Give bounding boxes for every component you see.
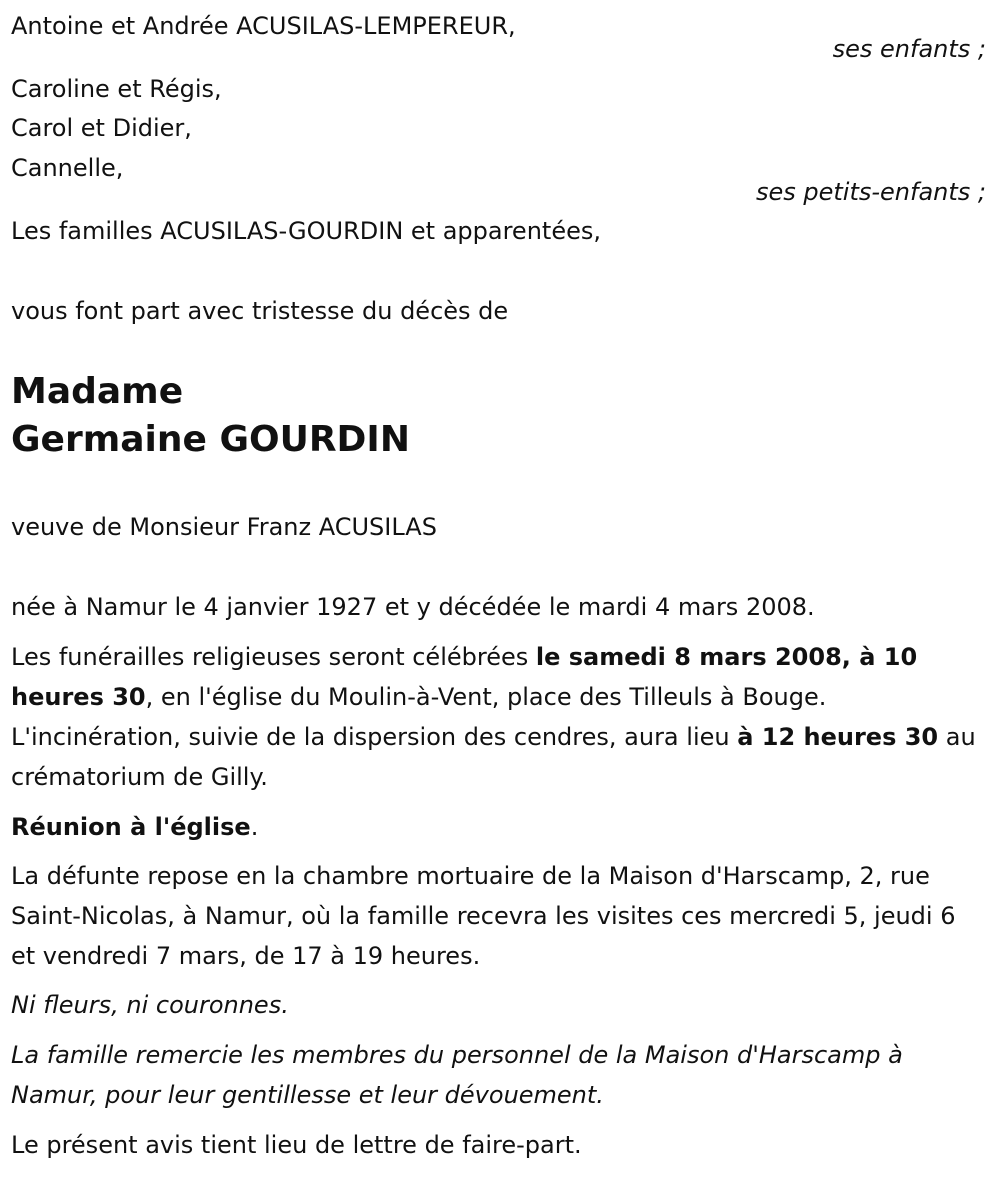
widow-of-line: veuve de Monsieur Franz ACUSILAS (11, 513, 437, 541)
grandchildren-role: ses petits-enfants ; (755, 178, 986, 206)
funeral-intro: Les funérailles religieuses seront célébrées (11, 643, 536, 671)
birth-death-line: née à Namur le 4 janvier 1927 et y décédée le mardi 4 mars 2008. (11, 593, 815, 621)
closing-line: Le présent avis tient lieu de lettre de faire-part. (11, 1131, 582, 1159)
children-role: ses enfants ; (832, 35, 986, 63)
meeting-paragraph (11, 807, 986, 847)
grandchild-line-1: Caroline et Régis, (11, 75, 222, 103)
cremation-time: à 12 heures 30 (737, 723, 939, 751)
families-line: Les familles ACUSILAS-GOURDIN et apparentées, (11, 217, 601, 245)
grandchild-line-2: Carol et Didier, (11, 114, 192, 142)
deceased-title: Madame (11, 371, 184, 412)
thanks-paragraph: La famille remercie les membres du personnel de la Maison d'Harscamp à Namur, pour leur gentillesse et leur dévouement. (11, 1041, 903, 1109)
announcement-line: vous font part avec tristesse du décès de (11, 297, 509, 325)
meeting-bold: Réunion à l'église (11, 813, 251, 841)
children-names: Antoine et Andrée ACUSILAS-LEMPEREUR, (11, 12, 516, 40)
funeral-end: au crématorium de Gilly. (11, 723, 976, 791)
no-flowers-line: Ni fleurs, ni couronnes. (11, 991, 289, 1019)
funeral-paragraph (11, 637, 986, 797)
funeral-date: le samedi 8 mars 2008, à 10 heures 30 (11, 643, 918, 711)
repose-paragraph: La défunte repose en la chambre mortuaire de la Maison d'Harscamp, 2, rue Saint-Nicolas, à Namur, où la famille recevra les visites ces mercredi 5, jeudi 6 et vendredi 7 mars, de 17 à 19 heures. (11, 862, 956, 970)
funeral-place: , en l'église du Moulin-à-Vent, place des Tilleuls à Bouge. L'incinération, suivie de la dispersion des cendres, aura lieu (11, 683, 827, 751)
deceased-name: Germaine GOURDIN (11, 419, 410, 460)
meeting-end: . (250, 813, 259, 841)
grandchild-line-3: Cannelle, (11, 154, 124, 182)
